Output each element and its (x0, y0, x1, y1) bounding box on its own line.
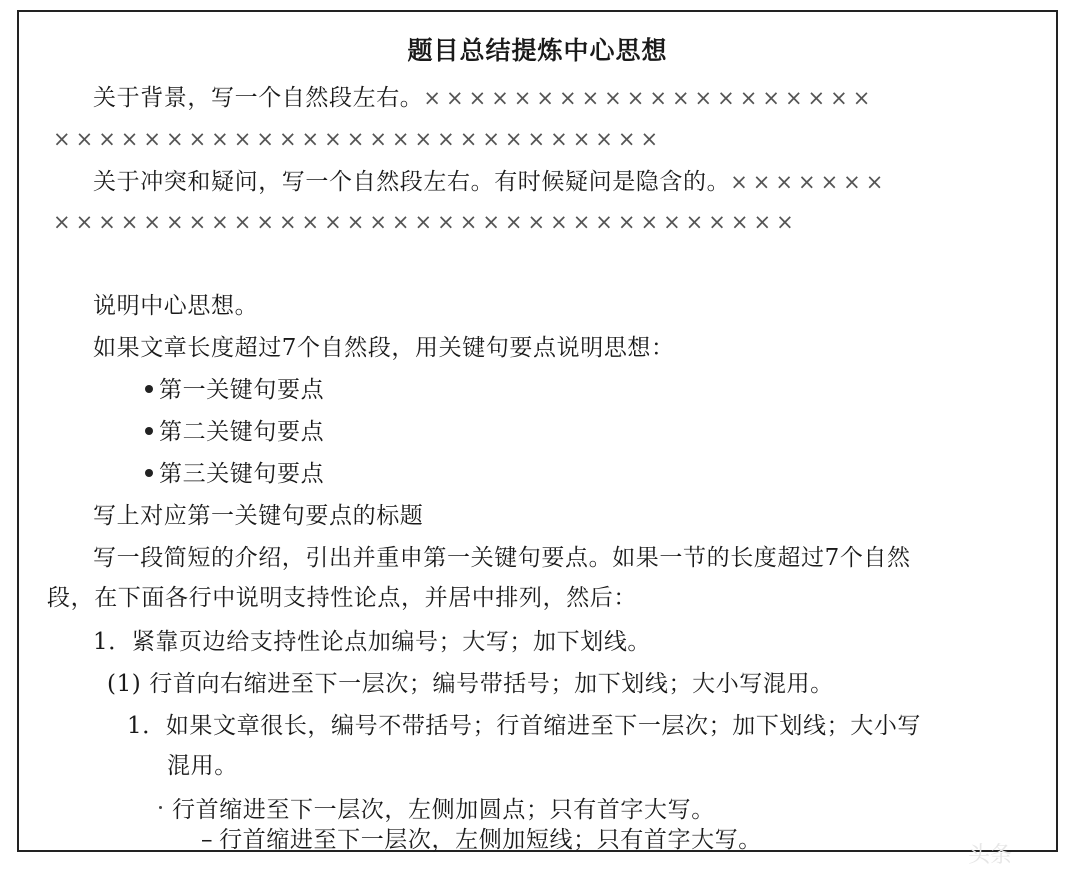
conflict-paragraph-line-1 (93, 168, 888, 196)
intro-paragraph-line-1: 写一段简短的介绍，引出并重申第一关键句要点。如果一节的长度超过7个自然 (93, 545, 911, 571)
bullet-icon (145, 427, 153, 435)
outline-level-3-line-1: 1．如果文章很长，编号不带括号；行首缩进至下一层次；加下划线；大小写 (127, 713, 922, 739)
intro-paragraph-line-2: 段，在下面各行中说明支持性论点，并居中排列，然后： (47, 585, 637, 611)
bullet-item-2 (145, 418, 324, 446)
conflict-placeholder-x-1: ××××××× (730, 170, 889, 194)
document-title: 题目总结提炼中心思想 (407, 36, 668, 65)
small-dot-icon (159, 806, 162, 809)
conflict-paragraph-line-2 (53, 208, 799, 236)
bullet-icon (145, 469, 153, 477)
heading-note-line: 写上对应第一关键句要点的标题 (93, 503, 424, 529)
background-text: 关于背景，写一个自然段左右。 (93, 85, 424, 111)
long-article-line: 如果文章长度超过7个自然段，用关键句要点说明思想： (93, 335, 675, 361)
level-5-text: 行首缩进至下一层次，左侧加短线；只有首字大写。 (219, 827, 762, 853)
background-placeholder-x-2: ××××××××××××××××××××××××××× (53, 127, 664, 151)
center-idea-line: 说明中心思想。 (93, 293, 259, 319)
outline-level-3-line-2: 混用。 (167, 753, 238, 779)
bullet-label-3: 第三关键句要点 (159, 461, 325, 487)
level-4-text: 行首缩进至下一层次，左侧加圆点；只有首字大写。 (172, 797, 715, 823)
outline-level-4 (159, 796, 715, 824)
background-paragraph-line-1 (93, 84, 875, 112)
outline-level-5 (201, 826, 762, 854)
bullet-label-1: 第一关键句要点 (159, 377, 325, 403)
conflict-placeholder-x-2: ××××××××××××××××××××××××××××××××× (53, 210, 799, 234)
conflict-text: 关于冲突和疑问，写一个自然段左右。有时候疑问是隐含的。 (93, 169, 731, 195)
bullet-label-2: 第二关键句要点 (159, 419, 325, 445)
dash-marker: – (201, 827, 214, 853)
outline-level-2: (1) 行首向右缩进至下一层次；编号带括号；加下划线；大小写混用。 (107, 671, 834, 697)
bullet-icon (145, 385, 153, 393)
document-frame (17, 10, 1058, 852)
bullet-item-1 (145, 376, 324, 404)
background-paragraph-line-2 (53, 125, 663, 153)
background-placeholder-x-1: ×××××××××××××××××××× (423, 86, 876, 110)
bullet-item-3 (145, 460, 324, 488)
watermark-text: 头条 (968, 843, 1013, 868)
outline-level-1: 1．紧靠页边给支持性论点加编号；大写；加下划线。 (93, 629, 652, 655)
